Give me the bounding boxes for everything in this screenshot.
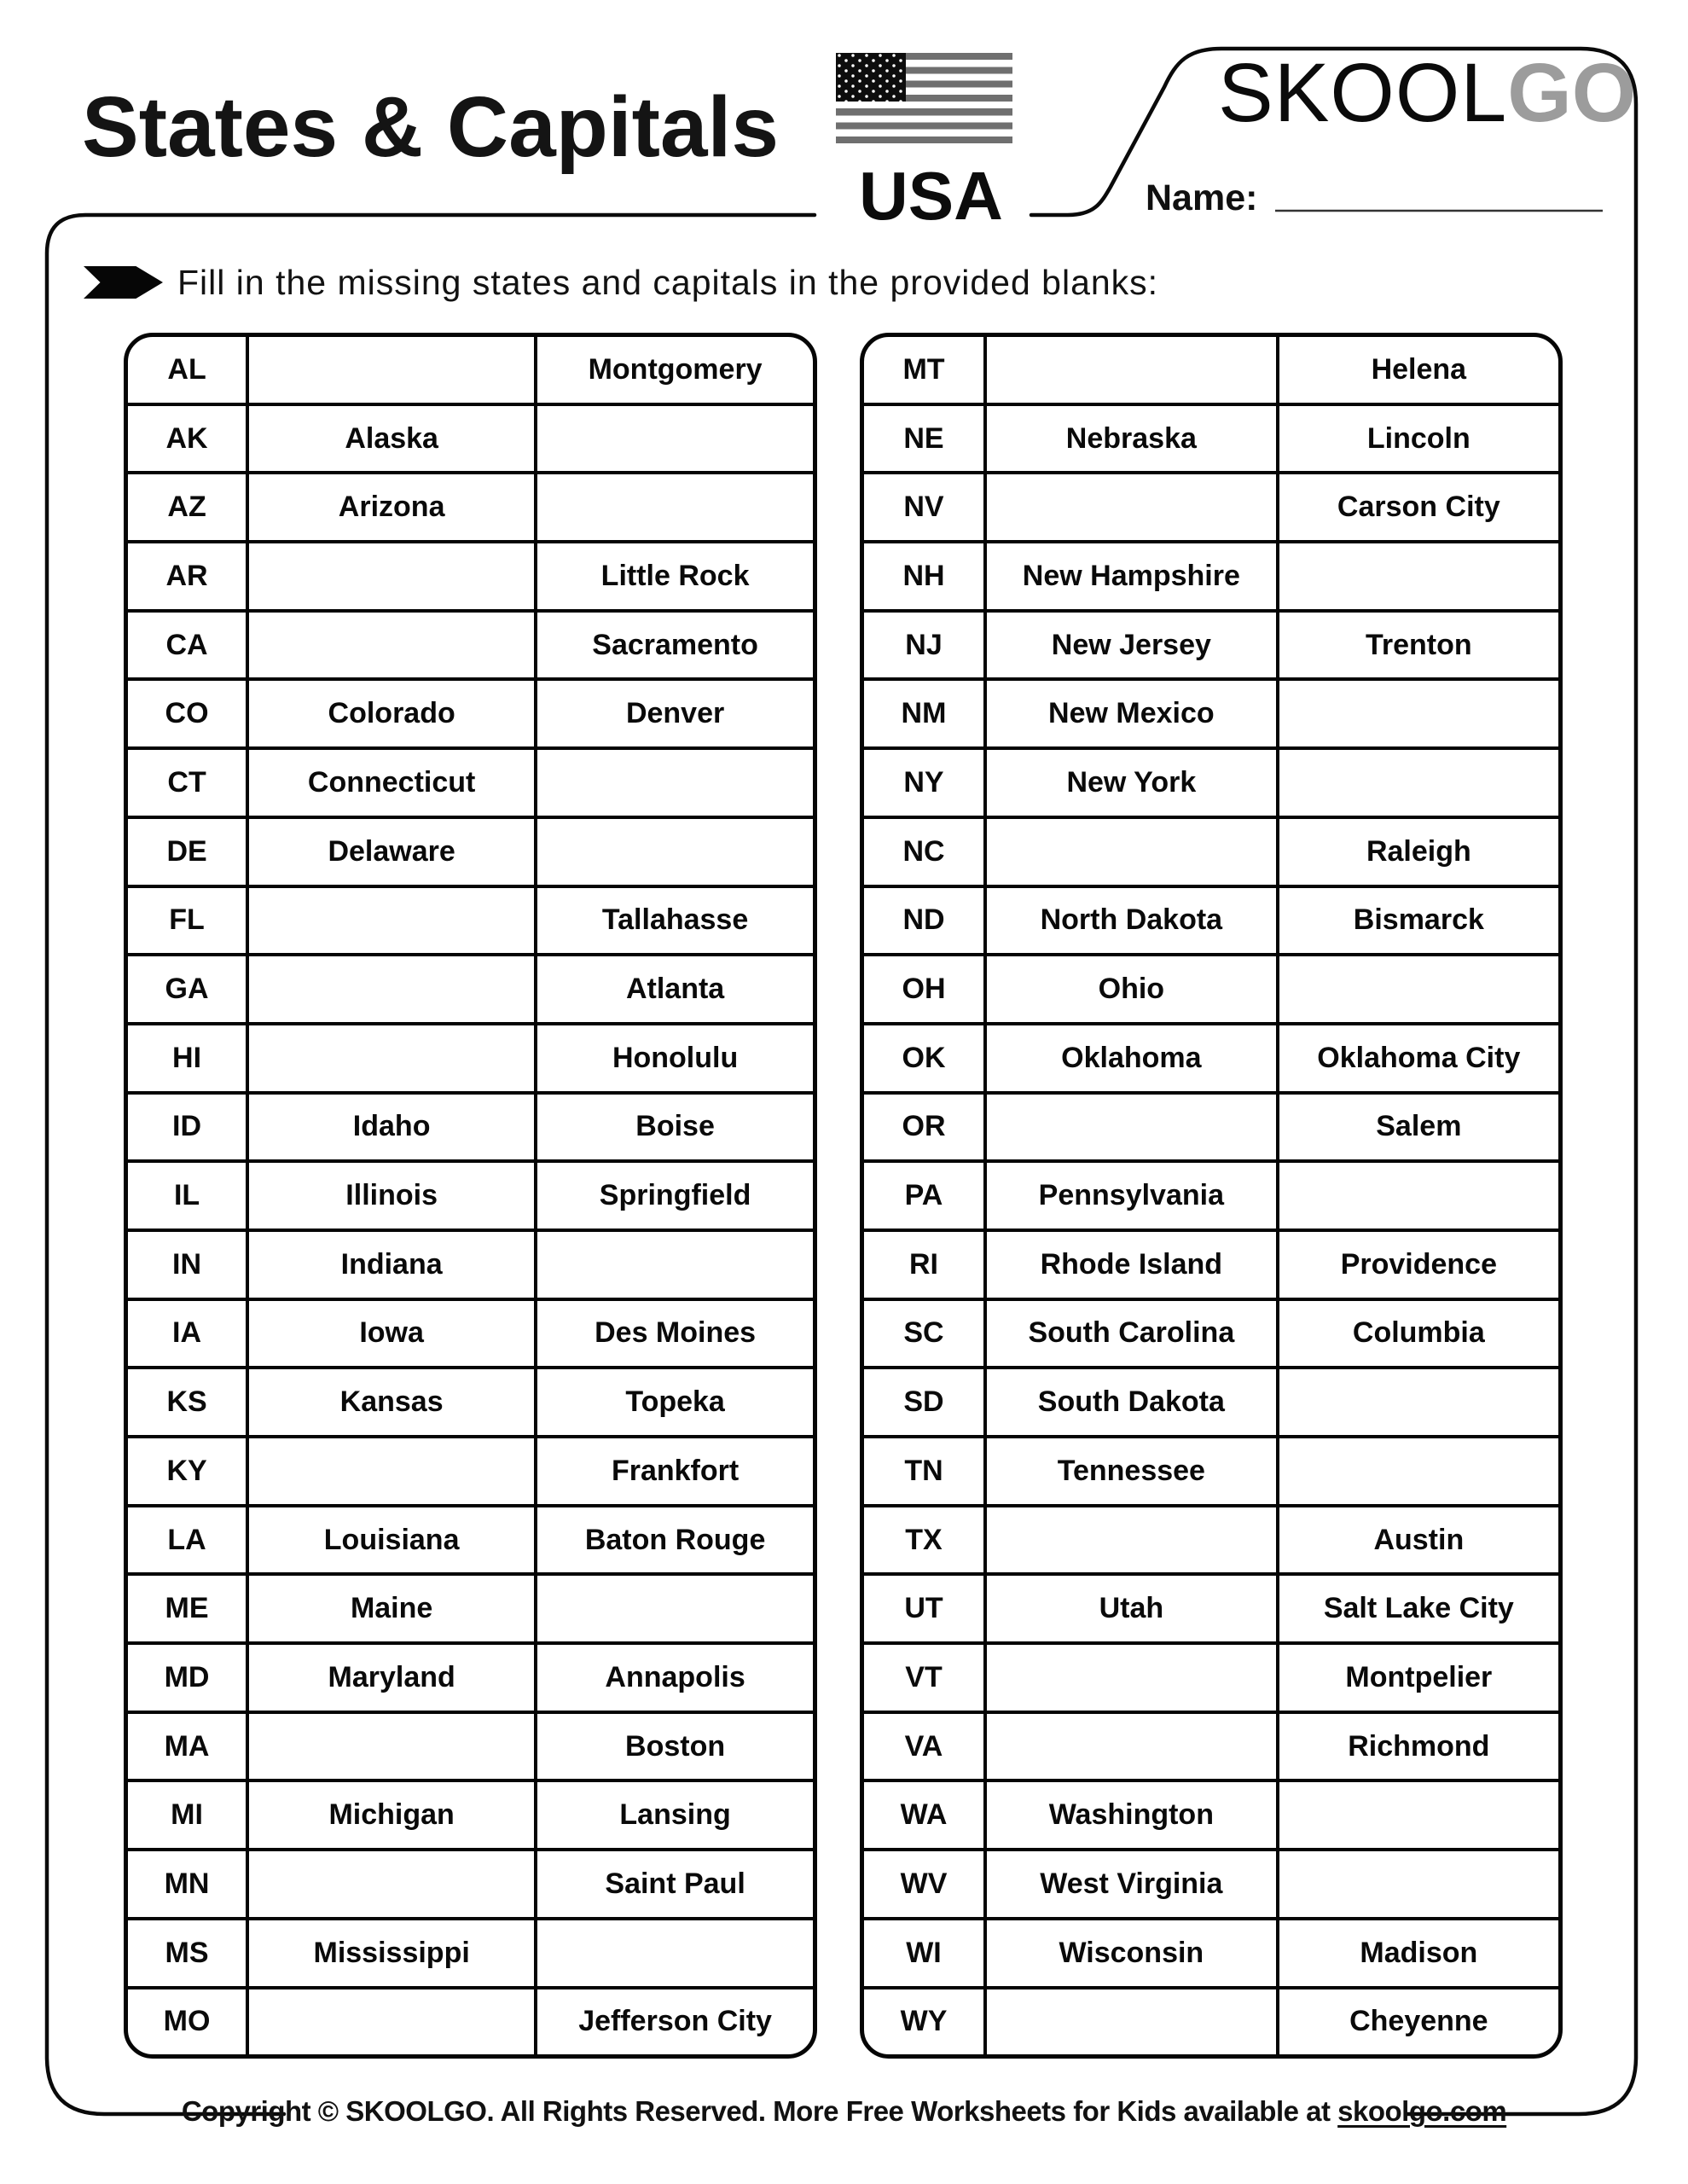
- table-row: [864, 337, 1558, 403]
- state-name-cell-blank: [983, 1645, 1276, 1711]
- skoolgo-link[interactable]: skoolgo.com: [1337, 2095, 1507, 2127]
- state-abbr-cell: RI: [909, 1247, 938, 1281]
- capital-cell: Salem: [1276, 1095, 1558, 1160]
- capital-cell: Jefferson City: [534, 1989, 813, 2055]
- state-name-cell: Mississippi: [246, 1920, 534, 1986]
- table-row: [128, 1572, 813, 1641]
- table-row: [864, 1228, 1558, 1298]
- state-name-cell: Ohio: [983, 956, 1276, 1022]
- state-abbr-cell: VA: [904, 1729, 943, 1763]
- state-abbr-cell: LA: [167, 1523, 206, 1556]
- state-abbr-cell: KS: [166, 1385, 207, 1419]
- state-name-cell: Nebraska: [983, 406, 1276, 472]
- capital-cell: Montgomery: [534, 337, 813, 403]
- state-name-cell-blank: [246, 613, 534, 678]
- state-abbr-cell: OR: [902, 1110, 946, 1143]
- table-row: [864, 1986, 1558, 2055]
- table-row: [128, 1159, 813, 1228]
- state-abbr-cell: OH: [902, 973, 946, 1006]
- table-row: [864, 885, 1558, 954]
- state-name-cell: Louisiana: [246, 1507, 534, 1573]
- states-table-right: [860, 333, 1563, 2059]
- usa-label: USA: [859, 158, 1003, 234]
- capital-cell: Lincoln: [1276, 406, 1558, 472]
- table-row: [864, 1022, 1558, 1091]
- capital-cell: Lansing: [534, 1782, 813, 1848]
- table-row: [864, 677, 1558, 746]
- table-row: [864, 816, 1558, 885]
- state-name-cell: West Virginia: [983, 1851, 1276, 1917]
- state-abbr-cell: ID: [172, 1110, 202, 1143]
- capital-cell-blank: [1276, 1369, 1558, 1435]
- state-name-cell: Rhode Island: [983, 1232, 1276, 1298]
- capital-cell: Saint Paul: [534, 1851, 813, 1917]
- state-name-cell: Wisconsin: [983, 1920, 1276, 1986]
- skoolgo-logo: [1218, 46, 1637, 139]
- table-row: [128, 1504, 813, 1573]
- capital-cell-blank: [1276, 681, 1558, 746]
- logo-text-skool: SKOOL: [1218, 46, 1508, 139]
- state-name-cell: Delaware: [246, 819, 534, 885]
- state-name-cell-blank: [246, 1851, 534, 1917]
- state-name-cell-blank: [246, 337, 534, 403]
- state-name-cell: Tennessee: [983, 1438, 1276, 1504]
- table-row: [128, 1848, 813, 1917]
- table-row: [864, 1091, 1558, 1160]
- state-name-cell-blank: [983, 1507, 1276, 1573]
- table-row: [128, 1779, 813, 1848]
- state-name-cell: Utah: [983, 1576, 1276, 1641]
- table-row: [128, 1986, 813, 2055]
- state-abbr-cell: ND: [902, 903, 945, 937]
- table-row: [128, 337, 813, 403]
- capital-cell-blank: [534, 474, 813, 540]
- table-row: [128, 1711, 813, 1780]
- table-row: [864, 1641, 1558, 1711]
- name-label: Name:: [1146, 177, 1258, 218]
- capital-cell: Helena: [1276, 337, 1558, 403]
- capital-cell: Oklahoma City: [1276, 1025, 1558, 1091]
- state-name-cell-blank: [983, 337, 1276, 403]
- footer-text: Copyright © SKOOLGO. All Rights Reserved. More Free Worksheets for Kids available at: [181, 2095, 1338, 2127]
- state-abbr-cell: MN: [164, 1867, 210, 1900]
- state-abbr-cell: HI: [172, 1041, 202, 1074]
- table-row: [864, 1504, 1558, 1573]
- table-row: [864, 953, 1558, 1022]
- state-abbr-cell: IN: [172, 1247, 202, 1281]
- state-abbr-cell: WV: [900, 1867, 948, 1900]
- table-row: [864, 1779, 1558, 1848]
- table-row: [864, 540, 1558, 609]
- state-abbr-cell: ME: [165, 1592, 209, 1625]
- table-row: [128, 746, 813, 816]
- state-abbr-cell: VT: [905, 1660, 943, 1693]
- state-name-cell: Iowa: [246, 1301, 534, 1367]
- table-row: [128, 609, 813, 678]
- state-name-cell: Alaska: [246, 406, 534, 472]
- table-row: [864, 609, 1558, 678]
- capital-cell: Topeka: [534, 1369, 813, 1435]
- state-name-cell-blank: [983, 1714, 1276, 1780]
- state-abbr-cell: NY: [903, 765, 944, 799]
- state-abbr-cell: CT: [167, 765, 206, 799]
- state-abbr-cell: UT: [904, 1592, 943, 1625]
- state-name-cell: Idaho: [246, 1095, 534, 1160]
- state-abbr-cell: MS: [165, 1936, 209, 1969]
- states-table-left: [124, 333, 817, 2059]
- capital-cell-blank: [534, 1576, 813, 1641]
- state-abbr-cell: KY: [166, 1454, 207, 1487]
- state-name-cell: New Mexico: [983, 681, 1276, 746]
- state-name-cell: North Dakota: [983, 888, 1276, 954]
- state-abbr-cell: AR: [165, 559, 208, 592]
- capital-cell-blank: [1276, 1438, 1558, 1504]
- table-row: [864, 403, 1558, 472]
- table-row: [864, 471, 1558, 540]
- state-abbr-cell: WA: [900, 1798, 948, 1832]
- capital-cell: Raleigh: [1276, 819, 1558, 885]
- table-row: [128, 1091, 813, 1160]
- state-name-cell: Indiana: [246, 1232, 534, 1298]
- table-row: [864, 1159, 1558, 1228]
- table-row: [864, 1917, 1558, 1986]
- state-abbr-cell: NM: [901, 697, 947, 730]
- state-abbr-cell: TX: [905, 1523, 943, 1556]
- state-abbr-cell: DE: [166, 834, 207, 868]
- state-abbr-cell: PA: [904, 1179, 943, 1212]
- state-name-cell: New Hampshire: [983, 543, 1276, 609]
- capital-cell: Des Moines: [534, 1301, 813, 1367]
- state-abbr-cell: WY: [900, 2005, 948, 2038]
- state-abbr-cell: CO: [165, 697, 209, 730]
- capital-cell: Tallahasse: [534, 888, 813, 954]
- capital-cell: Denver: [534, 681, 813, 746]
- state-name-cell-blank: [246, 1714, 534, 1780]
- capital-cell: Carson City: [1276, 474, 1558, 540]
- table-row: [864, 1366, 1558, 1435]
- capital-cell: Bismarck: [1276, 888, 1558, 954]
- state-name-cell-blank: [246, 1025, 534, 1091]
- capital-cell: Salt Lake City: [1276, 1576, 1558, 1641]
- state-abbr-cell: AZ: [167, 491, 206, 524]
- state-name-cell: Connecticut: [246, 750, 534, 816]
- capital-cell: Sacramento: [534, 613, 813, 678]
- table-row: [128, 677, 813, 746]
- logo-text-go: GO: [1507, 46, 1637, 139]
- state-name-cell: South Dakota: [983, 1369, 1276, 1435]
- capital-cell-blank: [534, 1232, 813, 1298]
- capital-cell-blank: [534, 819, 813, 885]
- state-abbr-cell: NJ: [905, 628, 943, 661]
- capital-cell-blank: [1276, 543, 1558, 609]
- capital-cell: Richmond: [1276, 1714, 1558, 1780]
- capital-cell: Trenton: [1276, 613, 1558, 678]
- table-row: [128, 1435, 813, 1504]
- capital-cell: Boston: [534, 1714, 813, 1780]
- capital-cell-blank: [534, 406, 813, 472]
- table-row: [128, 1228, 813, 1298]
- state-name-cell: Arizona: [246, 474, 534, 540]
- state-abbr-cell: AK: [165, 421, 208, 455]
- state-abbr-cell: IL: [173, 1179, 200, 1212]
- state-abbr-cell: TN: [904, 1454, 943, 1487]
- capital-cell-blank: [1276, 956, 1558, 1022]
- state-abbr-cell: WI: [906, 1936, 942, 1969]
- state-name-cell-blank: [246, 1989, 534, 2055]
- state-name-cell: Maine: [246, 1576, 534, 1641]
- capital-cell: Providence: [1276, 1232, 1558, 1298]
- state-abbr-cell: NC: [902, 834, 945, 868]
- capital-cell: Atlanta: [534, 956, 813, 1022]
- table-row: [128, 1917, 813, 1986]
- capital-cell: Baton Rouge: [534, 1507, 813, 1573]
- state-name-cell: Maryland: [246, 1645, 534, 1711]
- state-name-cell-blank: [246, 543, 534, 609]
- state-abbr-cell: SD: [903, 1385, 944, 1419]
- page-title: States & Capitals: [82, 79, 779, 175]
- state-name-cell: Oklahoma: [983, 1025, 1276, 1091]
- table-row: [128, 540, 813, 609]
- capital-cell-blank: [534, 750, 813, 816]
- state-name-cell: New York: [983, 750, 1276, 816]
- state-abbr-cell: NE: [903, 421, 944, 455]
- footer-copyright: [0, 2095, 1688, 2128]
- state-name-cell-blank: [246, 1438, 534, 1504]
- table-row: [864, 1435, 1558, 1504]
- state-name-cell: New Jersey: [983, 613, 1276, 678]
- state-abbr-cell: NH: [902, 559, 945, 592]
- state-name-cell-blank: [983, 1989, 1276, 2055]
- table-row: [128, 1366, 813, 1435]
- state-abbr-cell: CA: [165, 628, 208, 661]
- capital-cell: Montpelier: [1276, 1645, 1558, 1711]
- state-abbr-cell: NV: [903, 491, 944, 524]
- capital-cell: Cheyenne: [1276, 1989, 1558, 2055]
- capital-cell-blank: [534, 1920, 813, 1986]
- table-row: [128, 1022, 813, 1091]
- arrow-bullet-icon: [84, 266, 163, 299]
- table-row: [128, 885, 813, 954]
- capital-cell: Frankfort: [534, 1438, 813, 1504]
- state-abbr-cell: MD: [164, 1660, 210, 1693]
- capital-cell: Austin: [1276, 1507, 1558, 1573]
- table-row: [128, 403, 813, 472]
- capital-cell-blank: [1276, 1163, 1558, 1228]
- capital-cell: Madison: [1276, 1920, 1558, 1986]
- table-row: [864, 1298, 1558, 1367]
- state-abbr-cell: MI: [171, 1798, 203, 1832]
- capital-cell: Boise: [534, 1095, 813, 1160]
- state-abbr-cell: SC: [903, 1316, 944, 1350]
- state-abbr-cell: OK: [902, 1041, 946, 1074]
- table-row: [864, 1572, 1558, 1641]
- state-abbr-cell: MT: [902, 352, 945, 386]
- table-row: [128, 1641, 813, 1711]
- state-name-cell-blank: [983, 1095, 1276, 1160]
- table-row: [128, 471, 813, 540]
- table-row: [128, 816, 813, 885]
- table-row: [128, 953, 813, 1022]
- state-abbr-cell: MO: [163, 2005, 211, 2038]
- capital-cell: Little Rock: [534, 543, 813, 609]
- table-row: [864, 746, 1558, 816]
- capital-cell: Springfield: [534, 1163, 813, 1228]
- table-row: [128, 1298, 813, 1367]
- usa-flag-icon: [836, 53, 1012, 143]
- flag-canton-stars: [836, 53, 906, 102]
- state-abbr-cell: FL: [169, 903, 205, 937]
- capital-cell-blank: [1276, 750, 1558, 816]
- state-abbr-cell: GA: [165, 973, 209, 1006]
- state-name-cell: South Carolina: [983, 1301, 1276, 1367]
- capital-cell-blank: [1276, 1782, 1558, 1848]
- capital-cell: Columbia: [1276, 1301, 1558, 1367]
- instruction-text: Fill in the missing states and capitals in the provided blanks:: [177, 263, 1159, 302]
- capital-cell-blank: [1276, 1851, 1558, 1917]
- state-name-cell: Pennsylvania: [983, 1163, 1276, 1228]
- state-abbr-cell: AL: [167, 352, 206, 386]
- state-name-cell-blank: [246, 956, 534, 1022]
- state-name-cell-blank: [983, 474, 1276, 540]
- capital-cell: Annapolis: [534, 1645, 813, 1711]
- table-row: [864, 1711, 1558, 1780]
- table-row: [864, 1848, 1558, 1917]
- state-name-cell: Illinois: [246, 1163, 534, 1228]
- state-name-cell: Washington: [983, 1782, 1276, 1848]
- state-name-cell: Colorado: [246, 681, 534, 746]
- capital-cell: Honolulu: [534, 1025, 813, 1091]
- state-name-cell-blank: [983, 819, 1276, 885]
- state-name-cell: Kansas: [246, 1369, 534, 1435]
- state-name-cell: Michigan: [246, 1782, 534, 1848]
- state-abbr-cell: MA: [164, 1729, 210, 1763]
- state-abbr-cell: IA: [172, 1316, 202, 1350]
- state-name-cell-blank: [246, 888, 534, 954]
